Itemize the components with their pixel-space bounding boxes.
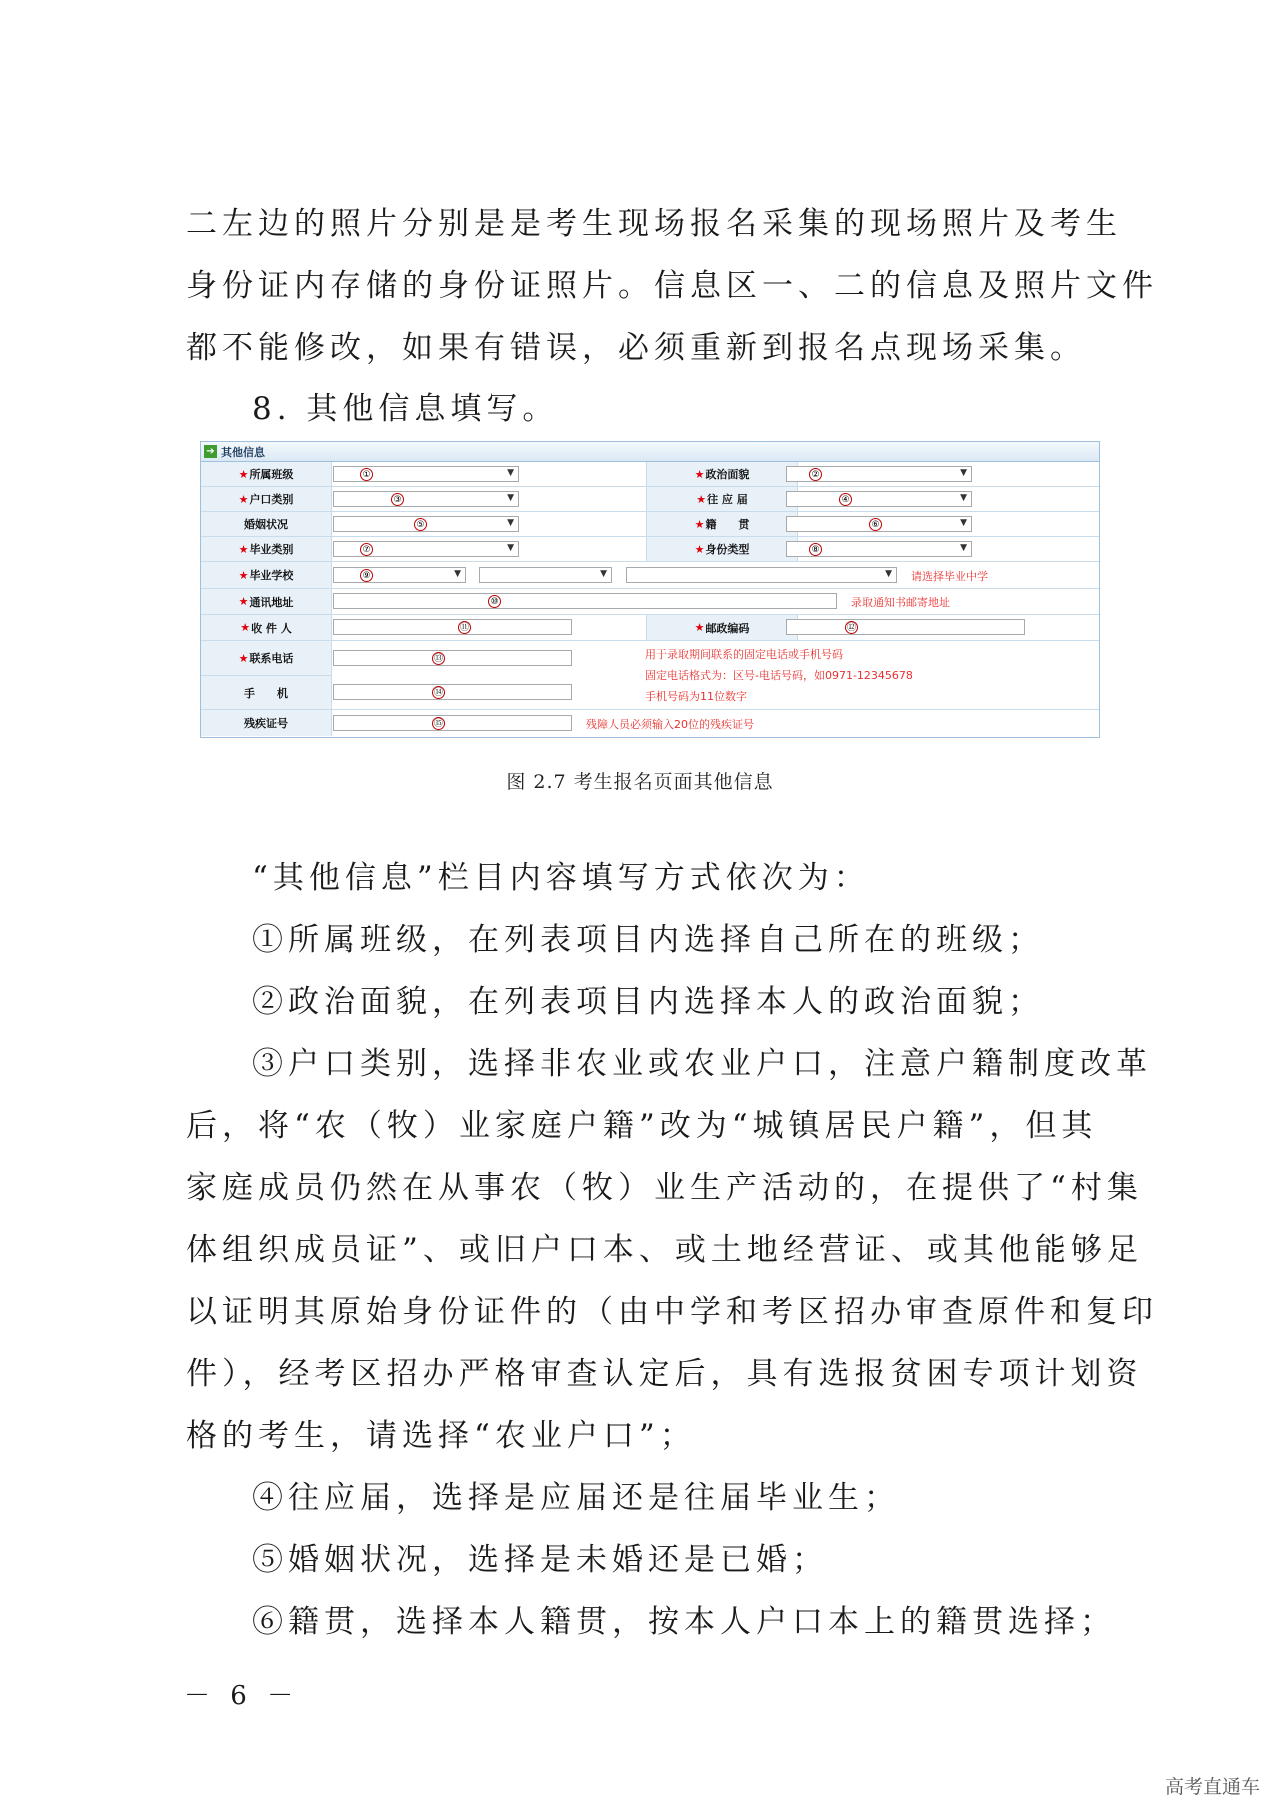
form-row: [201, 641, 1099, 710]
school-hint: 请选择毕业中学: [911, 570, 988, 583]
school-region-select[interactable]: [333, 567, 466, 583]
marker-12: ⑫: [846, 623, 856, 633]
class-select[interactable]: [333, 466, 519, 482]
form-row: [201, 512, 1099, 537]
postcode-input[interactable]: [786, 619, 1025, 635]
marker-8: ⑧: [809, 543, 822, 556]
caret-down-icon: ▼: [960, 518, 967, 528]
caret-down-icon: ▼: [960, 493, 967, 503]
body-line: 家庭成员仍然在从事农（牧）业生产活动的，在提供了“村集: [186, 1170, 1143, 1206]
caret-down-icon: ▼: [960, 468, 967, 478]
marker-5: ⑤: [414, 518, 427, 531]
marker-2: ②: [809, 468, 822, 481]
graduation-type-select[interactable]: [333, 541, 519, 557]
marker-7: ⑦: [360, 543, 373, 556]
household-type-select[interactable]: [333, 491, 519, 507]
caret-down-icon: ▼: [507, 468, 514, 478]
form-row: [201, 562, 1099, 589]
body-line: 格的考生，请选择“农业户口”；: [186, 1418, 696, 1454]
form-row: [201, 589, 1099, 615]
body-line: ①所属班级，在列表项目内选择自己所在的班级；: [252, 922, 1044, 958]
form-header: [201, 442, 1099, 462]
body-line: 件），经考区招办严格审查认定后，具有选报贫困专项计划资: [186, 1356, 1143, 1392]
address-hint: 录取通知书邮寄地址: [851, 596, 950, 609]
phone-hint-3: 手机号码为11位数字: [645, 690, 747, 703]
caret-down-icon: ▼: [885, 569, 892, 579]
form-row: [201, 487, 1099, 512]
section-heading: 8. 其他信息填写。: [252, 391, 559, 427]
marker-15: ⑮: [433, 719, 443, 729]
mobile-input[interactable]: [333, 684, 572, 700]
body-line: “其他信息”栏目内容填写方式依次为：: [252, 860, 870, 896]
body-line: ⑥籍贯，选择本人籍贯，按本人户口本上的籍贯选择；: [252, 1604, 1116, 1640]
disability-label: 残疾证号: [201, 710, 332, 736]
school-name-select[interactable]: [626, 567, 897, 583]
other-info-form-figure: [200, 441, 1100, 738]
marker-10: ⑩: [488, 595, 501, 608]
page-number: － 6 －: [184, 1681, 300, 1711]
school-label: ★ 毕业学校: [201, 562, 332, 588]
phone-input[interactable]: [333, 650, 572, 666]
body-line-1: 二左边的照片分别是是考生现场报名采集的现场照片及考生: [186, 206, 1122, 242]
body-line: 后，将“农（牧）业家庭户籍”改为“城镇居民户籍”，但其: [186, 1108, 1098, 1144]
phone-hint-2: 固定电话格式为：区号-电话号码，如0971-12345678: [645, 669, 913, 682]
postcode-label: ★ 邮政编码: [646, 615, 798, 640]
form-title: 其他信息: [221, 445, 265, 459]
arrow-right-icon: ➔: [204, 445, 217, 458]
household-type-label: ★ 户口类别: [201, 487, 332, 511]
caret-down-icon: ▼: [454, 569, 461, 579]
identity-type-select[interactable]: [786, 541, 972, 557]
marker-4: ④: [839, 493, 852, 506]
caret-down-icon: ▼: [507, 493, 514, 503]
political-status-label: ★ 政治面貌: [646, 462, 798, 486]
marker-11: ⑪: [459, 623, 469, 633]
marker-1: ①: [360, 468, 373, 481]
caret-down-icon: ▼: [507, 543, 514, 553]
body-line: ②政治面貌，在列表项目内选择本人的政治面貌；: [252, 984, 1044, 1020]
mobile-label: 手 机: [201, 676, 332, 709]
phone-label: ★ 联系电话: [201, 641, 332, 676]
class-label: ★ 所属班级: [201, 462, 332, 486]
body-line: 以证明其原始身份证件的（由中学和考区招办审查原件和复印: [186, 1294, 1158, 1330]
graduate-status-select[interactable]: [786, 491, 972, 507]
marital-status-select[interactable]: [333, 516, 519, 532]
recipient-input[interactable]: [333, 619, 572, 635]
marker-9: ⑨: [360, 569, 373, 582]
address-label: ★ 通讯地址: [201, 589, 332, 614]
school-county-select[interactable]: [479, 567, 612, 583]
identity-type-label: ★ 身份类型: [646, 537, 798, 561]
political-status-select[interactable]: [786, 466, 972, 482]
phone-hint-1: 用于录取期间联系的固定电话或手机号码: [645, 648, 843, 661]
body-line-3: 都不能修改，如果有错误，必须重新到报名点现场采集。: [186, 330, 1086, 366]
body-line: ⑤婚姻状况，选择是未婚还是已婚；: [252, 1542, 828, 1578]
marker-13: ⑬: [433, 654, 443, 664]
caret-down-icon: ▼: [960, 543, 967, 553]
marker-6: ⑥: [869, 518, 882, 531]
native-place-label: ★ 籍 贯: [646, 512, 798, 536]
watermark: 高考直通车: [1164, 1776, 1260, 1798]
form-row: [201, 462, 1099, 487]
disability-hint: 残障人员必须输入20位的残疾证号: [586, 718, 754, 731]
address-input[interactable]: [333, 593, 837, 609]
native-place-select[interactable]: [786, 516, 972, 532]
form-row: [201, 615, 1099, 641]
marker-3: ③: [391, 493, 404, 506]
form-row: [201, 710, 1099, 736]
form-row: [201, 537, 1099, 562]
caret-down-icon: ▼: [600, 569, 607, 579]
graduate-status-label: ★ 往 应 届: [646, 487, 798, 511]
marker-14: ⑭: [433, 688, 443, 698]
body-line: ④往应届，选择是应届还是往届毕业生；: [252, 1480, 900, 1516]
marital-status-label: 婚姻状况: [201, 512, 332, 536]
disability-input[interactable]: [333, 715, 572, 731]
graduation-type-label: ★ 毕业类别: [201, 537, 332, 561]
body-line: ③户口类别，选择非农业或农业户口，注意户籍制度改革: [252, 1046, 1152, 1082]
caret-down-icon: ▼: [507, 518, 514, 528]
body-line: 体组织成员证”、或旧户口本、或土地经营证、或其他能够足: [186, 1232, 1143, 1268]
recipient-label: ★ 收 件 人: [201, 615, 332, 640]
figure-caption: 图 2.7 考生报名页面其他信息: [506, 771, 774, 793]
body-line-2: 身份证内存储的身份证照片。信息区一、二的信息及照片文件: [186, 268, 1158, 304]
